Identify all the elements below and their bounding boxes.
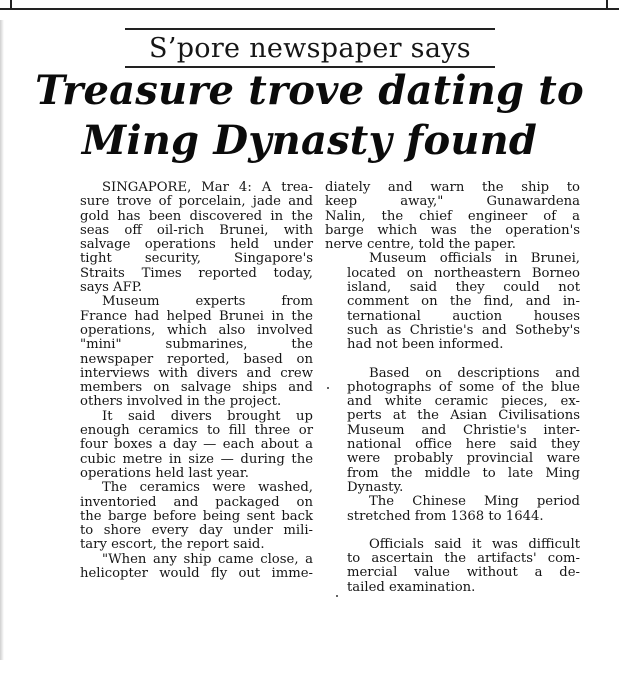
text-line: It said divers brought up (102, 408, 313, 424)
text-line: The ceramics were washed, (102, 480, 313, 496)
text-line: Based on descriptions and (369, 365, 580, 381)
text-line: "When any ship came close, a (102, 551, 313, 567)
top-rule-tick-right (606, 0, 608, 10)
text-line: "mini" submarines, the (80, 337, 313, 353)
text-line: operations, which also involved (80, 322, 313, 338)
text-line: comment on the find, and in- (347, 294, 580, 310)
text-line: national office here said they (347, 437, 580, 453)
text-line: Museum experts from (102, 294, 313, 310)
text-line: the barge before being sent back (80, 508, 313, 524)
text-line: and white ceramic pieces, ex- (347, 394, 580, 410)
text-line: tight security, Singapore's (80, 251, 313, 267)
text-line: were probably provincial ware (347, 451, 580, 467)
text-line: had not been informed. (347, 337, 504, 353)
text-line: tailed examination. (347, 579, 476, 595)
text-line: four boxes a day — each about a (80, 437, 313, 453)
kicker: S’pore newspaper says (149, 32, 471, 64)
text-line: operations held last year. (80, 465, 249, 481)
text-line: perts at the Asian Civilisations (347, 408, 580, 424)
text-line: inventoried and packaged on (80, 494, 313, 510)
headline (0, 66, 619, 166)
text-line: from the middle to late Ming (347, 465, 580, 481)
text-line: gold has been discovered in the (80, 208, 313, 224)
text-line: cubic metre in size — during the (80, 451, 313, 467)
text-line: Officials said it was difficult (369, 536, 580, 552)
text-line: Museum and Christie's inter- (347, 422, 580, 438)
paragraph-2 (58, 295, 313, 409)
paragraph-4 (58, 481, 313, 552)
text-line: to ascertain the artifacts' com- (347, 551, 580, 567)
text-line: photographs of some of the blue (347, 379, 580, 395)
paragraph-8 (325, 495, 580, 524)
text-line: keep away," Gunawardena (325, 194, 580, 210)
paragraph-5 (58, 553, 313, 582)
text-line: Straits Times reported today, (80, 265, 313, 281)
text-line: tary escort, the report said. (80, 537, 265, 553)
text-line: SINGAPORE, Mar 4: A trea- (102, 180, 313, 195)
text-line: interviews with divers and crew (80, 365, 313, 381)
headline-line-1: Treasure trove dating to (35, 67, 584, 114)
paragraph-5-continued (325, 181, 580, 252)
text-line: ternational auction houses (347, 308, 580, 324)
text-line: enough ceramics to fill three or (80, 423, 313, 439)
paragraph-3 (58, 410, 313, 481)
text-line: Museum officials in Brunei, (369, 251, 580, 267)
text-line: France had helped Brunei in the (80, 308, 313, 324)
text-line: mercial value without a de- (347, 565, 580, 581)
print-speck (336, 595, 338, 597)
text-line: diately and warn the ship to (325, 180, 580, 195)
text-line: The Chinese Ming period (369, 494, 580, 510)
paragraph-1 (58, 181, 313, 295)
text-line: members on salvage ships and (80, 380, 313, 396)
text-line: seas off oil-rich Brunei, with (80, 222, 313, 238)
text-line: newspaper reported, based on (80, 351, 313, 367)
text-line: says AFP. (80, 280, 143, 296)
paragraph-9 (325, 538, 580, 595)
text-line: salvage operations held under (80, 237, 313, 253)
text-line: others involved in the project. (80, 394, 282, 410)
headline-line-2: Ming Dynasty found (81, 117, 538, 164)
text-line: such as Christie's and Sotheby's (347, 322, 580, 338)
paragraph-6 (325, 252, 580, 352)
text-line: nerve centre, told the paper. (325, 237, 516, 253)
text-line: located on northeastern Borneo (347, 265, 580, 281)
text-line: Dynasty. (347, 479, 404, 495)
top-rule-tick-left (10, 0, 12, 10)
text-line: helicopter would fly out imme- (80, 566, 313, 582)
text-line: stretched from 1368 to 1644. (347, 508, 544, 524)
text-line: Nalin, the chief engineer of a (325, 208, 580, 224)
top-rule (0, 0, 619, 10)
text-line: to shore every day under mili- (80, 523, 313, 539)
print-speck (327, 387, 329, 389)
text-line: barge which was the operation's (325, 222, 580, 238)
kicker-box (125, 28, 495, 68)
paragraph-7 (325, 367, 580, 496)
text-line: island, said they could not (347, 280, 580, 296)
article-column-left (58, 181, 313, 581)
text-line: sure trove of porcelain, jade and (80, 194, 313, 210)
article-column-right (325, 181, 580, 595)
